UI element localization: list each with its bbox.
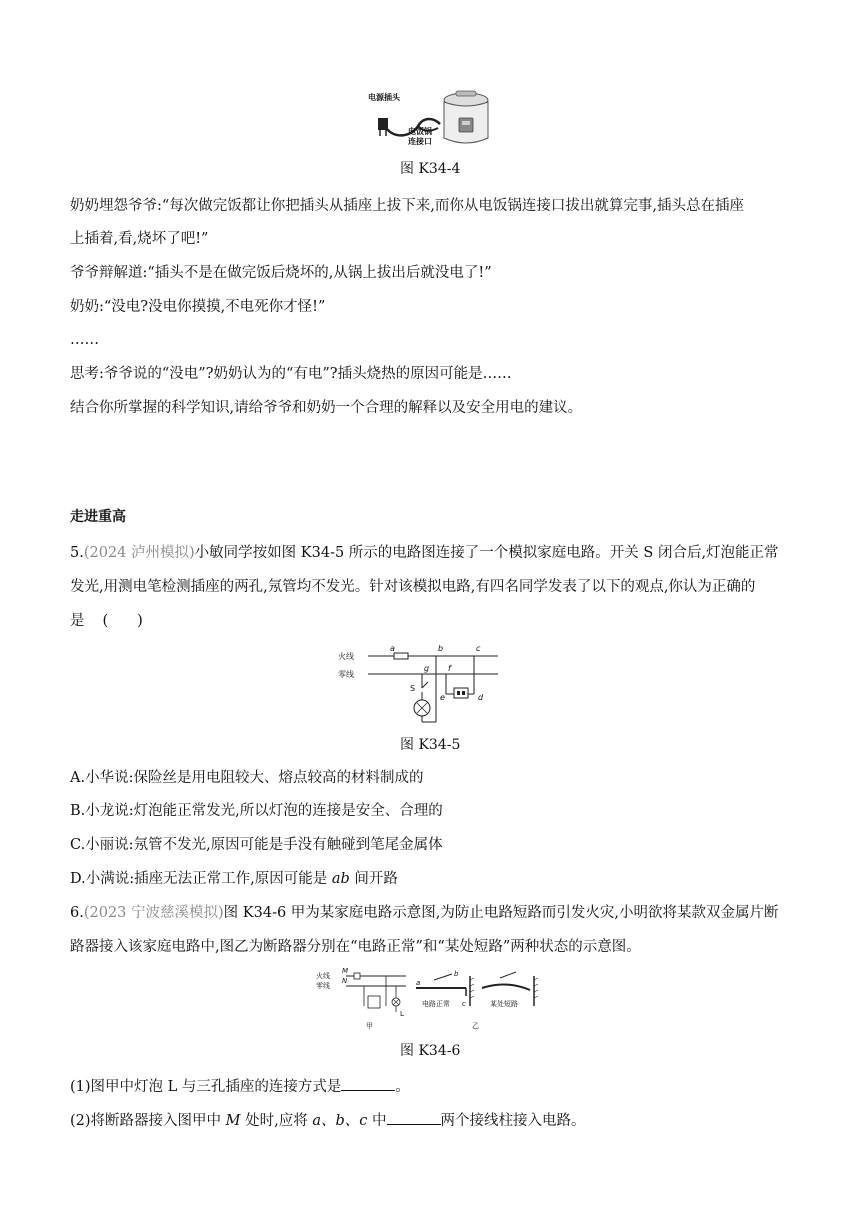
- circuit-figure-k34-6: [316, 966, 546, 1034]
- label-point-g: g: [424, 664, 430, 673]
- label-n: N: [342, 977, 348, 985]
- circuit-figure-k34-5: [338, 642, 508, 726]
- label-power-plug: 电源插头: [368, 93, 400, 102]
- label-point-c: c: [476, 644, 481, 653]
- q6-sub-2-mid2: 中: [372, 1113, 387, 1129]
- label-point-e: e: [440, 693, 445, 702]
- q5-line-1: [70, 543, 779, 563]
- q6-sub-1-post: 。: [395, 1079, 410, 1095]
- q5-number: 5.: [70, 545, 84, 561]
- q5-option-d-post: 间开路: [354, 871, 398, 887]
- q5-option-d-pre: D.小满说:插座无法正常工作,原因可能是: [70, 871, 328, 887]
- label-live-wire-5: 火线: [338, 652, 354, 661]
- q6-sub-1-pre: (1)图甲中灯泡 L 与三孔插座的连接方式是: [70, 1079, 342, 1095]
- label-point-b: b: [438, 644, 444, 653]
- label-cooker-port-2: 连接口: [408, 137, 432, 146]
- story-line-5: ……: [70, 332, 99, 348]
- label-lamp-l: L: [400, 1010, 404, 1018]
- label-normal-a: a: [416, 979, 421, 987]
- label-live-wire-6: 火线: [316, 972, 330, 980]
- q6-sub-2-pre: (2)将断路器接入图甲中: [70, 1113, 222, 1129]
- label-short: 某处短路: [490, 1000, 518, 1008]
- label-cooker-port-1: 电饭锅: [408, 127, 432, 136]
- label-normal-c: c: [462, 1000, 466, 1008]
- label-jia: 甲: [366, 1022, 373, 1030]
- q5-option-b: B.小龙说:灯泡能正常发光,所以灯泡的连接是安全、合理的: [70, 803, 443, 819]
- answer-blank-1[interactable]: [341, 1076, 395, 1091]
- answer-blank-2[interactable]: [387, 1110, 441, 1125]
- q6-sub-2-mid: 处时,应将: [245, 1113, 308, 1129]
- q6-text-1: 图 K34-6 甲为某家庭电路示意图,为防止电路短路而引发火灾,小明欲将某款双金属片断: [223, 905, 779, 921]
- label-normal: 电路正常: [422, 1000, 450, 1008]
- q6-sub-2: [70, 1110, 586, 1131]
- label-point-f: f: [448, 664, 451, 673]
- q5-option-c: C.小丽说:氖管不发光,原因可能是手没有触碰到笔尾金属体: [70, 837, 443, 853]
- story-line-3: 爷爷辩解道:“插头不是在做完饭后烧坏的,从锅上拔出后就没电了!”: [70, 265, 492, 281]
- story-line-6: 思考:爷爷说的“没电”?奶奶认为的“有电”?插头烧热的原因可能是……: [70, 366, 512, 382]
- q5-source: (2024 泸州模拟): [83, 545, 195, 561]
- q5-text-1: 小敏同学按如图 K34-5 所示的电路图连接了一个模拟家庭电路。开关 S 闭合后,灯泡能正常: [194, 545, 779, 561]
- q6-sub-2-abc: a、b、c: [312, 1113, 368, 1129]
- q6-sub-2-post: 两个接线柱接入电路。: [440, 1113, 586, 1129]
- q5-option-d-var: ab: [331, 871, 350, 887]
- figure-caption-k34-5: 图 K34-5: [400, 737, 461, 753]
- q6-line-1: [70, 903, 779, 923]
- label-neutral-wire-5: 零线: [338, 670, 354, 679]
- rice-cooker-figure: [368, 88, 498, 150]
- q6-sub-2-m: M: [225, 1113, 241, 1129]
- story-line-7: 结合你所掌握的科学知识,请给爷爷和奶奶一个合理的解释以及安全用电的建议。: [70, 400, 583, 416]
- q5-option-a: A.小华说:保险丝是用电阻较大、熔点较高的材料制成的: [70, 770, 424, 786]
- q6-number: 6.: [70, 905, 84, 921]
- q5-line-3: [70, 611, 143, 631]
- label-switch-s: S: [410, 684, 416, 693]
- label-yi: 乙: [472, 1022, 479, 1030]
- label-m: M: [342, 967, 349, 975]
- story-line-2: 上插着,看,烧坏了吧!”: [70, 231, 209, 247]
- label-point-d: d: [478, 693, 484, 702]
- story-line-1: 奶奶埋怨爷爷:“每次做完饭都让你把插头从插座上拔下来,而你从电饭锅连接口拔出就算完事,插头总在插座: [70, 198, 745, 214]
- figure-caption-k34-6: 图 K34-6: [400, 1043, 461, 1059]
- q5-answer-paren: ( ): [102, 613, 143, 629]
- q5-line-2: 发光,用测电笔检测插座的两孔,氖管均不发光。针对该模拟电路,有四名同学发表了以下的观点,你认为正确的: [70, 579, 756, 595]
- label-neutral-wire-6: 零线: [316, 982, 330, 990]
- label-point-a: a: [390, 644, 395, 653]
- q6-line-2: 路器接入该家庭电路中,图乙为断路器分别在“电路正常”和“某处短路”两种状态的示意图。: [70, 939, 641, 955]
- q5-option-d: [70, 869, 398, 889]
- story-line-4: 奶奶:“没电?没电你摸摸,不电死你才怪!”: [70, 299, 326, 315]
- section-title: 走进重高: [70, 509, 126, 525]
- label-normal-b: b: [454, 970, 459, 978]
- q5-text-3: 是: [70, 613, 85, 629]
- figure-caption-k34-4: 图 K34-4: [400, 161, 461, 177]
- q6-sub-1: [70, 1076, 410, 1097]
- q6-source: (2023 宁波慈溪模拟): [83, 905, 224, 921]
